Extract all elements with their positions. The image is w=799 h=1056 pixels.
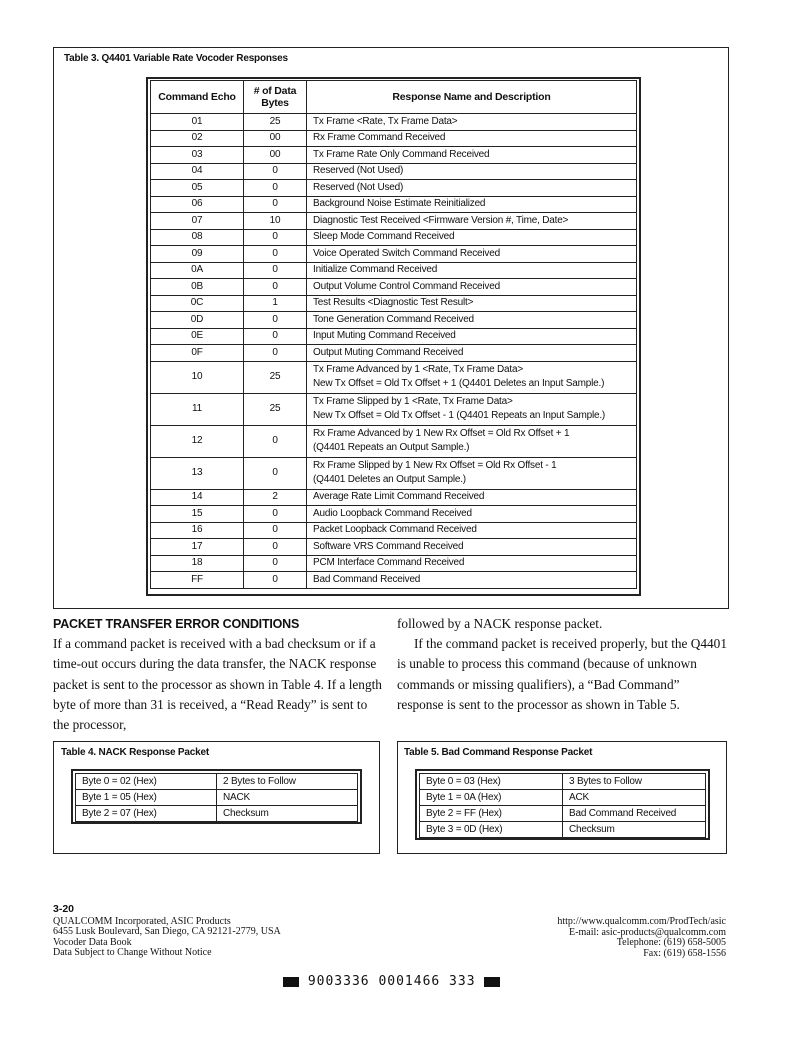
right-paragraph-2: If the command packet is received properly, but the Q4401 is unable to process this command (because of unknown commands or missing qualifiers), a “Bad Command” response is sent to the processor as shown in Table 5. xyxy=(397,636,727,712)
barcode-block-right xyxy=(484,977,500,987)
command-echo-cell: FF xyxy=(151,572,244,589)
table5 xyxy=(419,773,706,838)
data-bytes-cell: 25 xyxy=(244,361,307,393)
byte-value-cell: Byte 0 = 03 (Hex) xyxy=(420,774,563,790)
barcode-line xyxy=(283,974,500,989)
page-number: 3-20 xyxy=(53,903,75,915)
table-row xyxy=(76,790,358,806)
footer-left-line: 6455 Lusk Boulevard, San Diego, CA 92121-2779, USA xyxy=(53,926,281,937)
response-description-cell xyxy=(307,572,637,589)
table-row xyxy=(151,489,637,506)
description-line: Software VRS Command Received xyxy=(313,540,464,552)
table-row xyxy=(151,213,637,230)
response-description-cell xyxy=(307,147,637,164)
table-row xyxy=(420,774,706,790)
table-row xyxy=(151,345,637,362)
command-echo-cell: 16 xyxy=(151,522,244,539)
data-bytes-cell: 0 xyxy=(244,279,307,296)
response-description-cell xyxy=(307,361,637,393)
table3 xyxy=(150,80,637,589)
data-bytes-cell: 0 xyxy=(244,328,307,345)
data-bytes-cell: 0 xyxy=(244,506,307,523)
table-row xyxy=(151,539,637,556)
data-bytes-cell: 25 xyxy=(244,114,307,131)
table-row xyxy=(420,790,706,806)
description-line: Tx Frame Advanced by 1 <Rate, Tx Frame Data> xyxy=(313,364,523,375)
command-echo-cell: 07 xyxy=(151,213,244,230)
command-echo-cell: 06 xyxy=(151,196,244,213)
table-row xyxy=(151,229,637,246)
byte-meaning-cell: 3 Bytes to Follow xyxy=(563,774,706,790)
description-line: New Tx Offset = Old Tx Offset + 1 (Q4401 Deletes an Input Sample.) xyxy=(313,378,605,389)
byte-meaning-cell: NACK xyxy=(217,790,358,806)
header-command-echo: Command Echo xyxy=(151,81,244,114)
byte-meaning-cell: 2 Bytes to Follow xyxy=(217,774,358,790)
description-line: Diagnostic Test Received <Firmware Version #, Time, Date> xyxy=(313,214,569,226)
data-bytes-cell: 0 xyxy=(244,457,307,489)
header-data-bytes: # of Data Bytes xyxy=(244,81,307,114)
footer-url[interactable]: http://www.qualcomm.com/ProdTech/asic xyxy=(557,916,726,927)
table-row xyxy=(420,806,706,822)
description-line: Rx Frame Advanced by 1 New Rx Offset = Old Rx Offset + 1 xyxy=(313,428,570,439)
barcode-block-left xyxy=(283,977,299,987)
response-description-cell xyxy=(307,328,637,345)
data-bytes-cell: 0 xyxy=(244,522,307,539)
table5-caption: Table 5. Bad Command Response Packet xyxy=(404,747,593,758)
data-bytes-cell: 0 xyxy=(244,312,307,329)
description-line: (Q4401 Deletes an Output Sample.) xyxy=(313,474,466,485)
response-description-cell xyxy=(307,555,637,572)
table-row xyxy=(151,262,637,279)
description-line: Tx Frame Rate Only Command Received xyxy=(313,148,490,160)
command-echo-cell: 15 xyxy=(151,506,244,523)
table-row xyxy=(151,506,637,523)
description-line: Reserved (Not Used) xyxy=(313,165,404,177)
table-row xyxy=(151,196,637,213)
data-bytes-cell: 0 xyxy=(244,196,307,213)
command-echo-cell: 05 xyxy=(151,180,244,197)
footer-email[interactable]: E-mail: asic-products@qualcomm.com xyxy=(569,926,726,938)
description-line: Test Results <Diagnostic Test Result> xyxy=(313,297,474,309)
command-echo-cell: 18 xyxy=(151,555,244,572)
response-description-cell xyxy=(307,393,637,425)
table-row xyxy=(151,147,637,164)
byte-value-cell: Byte 3 = 0D (Hex) xyxy=(420,822,563,838)
byte-meaning-cell: Checksum xyxy=(217,806,358,822)
table3-caption: Table 3. Q4401 Variable Rate Vocoder Responses xyxy=(64,53,288,64)
command-echo-cell: 0F xyxy=(151,345,244,362)
table-row xyxy=(76,774,358,790)
footer-left-line: Data Subject to Change Without Notice xyxy=(53,947,212,958)
description-line: Packet Loopback Command Received xyxy=(313,524,477,536)
footer-telephone: Telephone: (619) 658-5005 xyxy=(616,937,726,948)
description-line: Audio Loopback Command Received xyxy=(313,507,472,519)
byte-value-cell: Byte 1 = 05 (Hex) xyxy=(76,790,217,806)
command-echo-cell: 17 xyxy=(151,539,244,556)
description-line: Average Rate Limit Command Received xyxy=(313,491,485,503)
response-description-cell xyxy=(307,457,637,489)
response-description-cell xyxy=(307,114,637,131)
response-description-cell xyxy=(307,213,637,230)
response-description-cell xyxy=(307,246,637,263)
response-description-cell xyxy=(307,163,637,180)
footer-right xyxy=(557,917,726,959)
description-line: Rx Frame Slipped by 1 New Rx Offset = Old Rx Offset - 1 xyxy=(313,460,557,471)
command-echo-cell: 10 xyxy=(151,361,244,393)
description-line: Output Muting Command Received xyxy=(313,346,464,358)
byte-value-cell: Byte 0 = 02 (Hex) xyxy=(76,774,217,790)
data-bytes-cell: 25 xyxy=(244,393,307,425)
response-description-cell xyxy=(307,196,637,213)
header-response-name: Response Name and Description xyxy=(307,81,637,114)
description-line: Sleep Mode Command Received xyxy=(313,231,455,243)
command-echo-cell: 13 xyxy=(151,457,244,489)
response-description-cell xyxy=(307,489,637,506)
command-echo-cell: 08 xyxy=(151,229,244,246)
byte-meaning-cell: Checksum xyxy=(563,822,706,838)
section-heading: PACKET TRANSFER ERROR CONDITIONS xyxy=(53,617,300,631)
table-row xyxy=(420,822,706,838)
description-line: Reserved (Not Used) xyxy=(313,181,404,193)
description-line: Input Muting Command Received xyxy=(313,330,456,342)
byte-value-cell: Byte 2 = 07 (Hex) xyxy=(76,806,217,822)
command-echo-cell: 09 xyxy=(151,246,244,263)
left-column xyxy=(53,614,385,735)
table-row xyxy=(151,114,637,131)
response-description-cell xyxy=(307,229,637,246)
response-description-cell xyxy=(307,279,637,296)
command-echo-cell: 14 xyxy=(151,489,244,506)
description-line: (Q4401 Repeats an Output Sample.) xyxy=(313,442,470,453)
table-row xyxy=(76,806,358,822)
table-row xyxy=(151,180,637,197)
table-row xyxy=(151,555,637,572)
data-bytes-cell: 2 xyxy=(244,489,307,506)
command-echo-cell: 12 xyxy=(151,425,244,457)
table-row xyxy=(151,572,637,589)
response-description-cell xyxy=(307,180,637,197)
byte-value-cell: Byte 2 = FF (Hex) xyxy=(420,806,563,822)
data-bytes-cell: 0 xyxy=(244,425,307,457)
response-description-cell xyxy=(307,312,637,329)
command-echo-cell: 04 xyxy=(151,163,244,180)
response-description-cell xyxy=(307,130,637,147)
right-column xyxy=(397,614,729,715)
description-line: Bad Command Received xyxy=(313,573,421,585)
data-bytes-cell: 1 xyxy=(244,295,307,312)
footer-left xyxy=(53,904,281,959)
data-bytes-cell: 0 xyxy=(244,555,307,572)
response-description-cell xyxy=(307,345,637,362)
data-bytes-cell: 00 xyxy=(244,147,307,164)
response-description-cell xyxy=(307,506,637,523)
footer-fax: Fax: (619) 658-1556 xyxy=(643,947,726,959)
description-line: Voice Operated Switch Command Received xyxy=(313,247,500,259)
data-bytes-cell: 0 xyxy=(244,345,307,362)
description-line: Background Noise Estimate Reinitialized xyxy=(313,198,486,210)
command-echo-cell: 11 xyxy=(151,393,244,425)
table-row xyxy=(151,279,637,296)
response-description-cell xyxy=(307,522,637,539)
command-echo-cell: 0A xyxy=(151,262,244,279)
description-line: Tx Frame Slipped by 1 <Rate, Tx Frame Data> xyxy=(313,396,513,407)
command-echo-cell: 03 xyxy=(151,147,244,164)
table4 xyxy=(75,773,358,822)
command-echo-cell: 02 xyxy=(151,130,244,147)
description-line: Tx Frame <Rate, Tx Frame Data> xyxy=(313,115,458,127)
command-echo-cell: 0C xyxy=(151,295,244,312)
command-echo-cell: 0D xyxy=(151,312,244,329)
table-row xyxy=(151,312,637,329)
data-bytes-cell: 0 xyxy=(244,229,307,246)
response-description-cell xyxy=(307,262,637,279)
command-echo-cell: 0B xyxy=(151,279,244,296)
data-bytes-cell: 0 xyxy=(244,180,307,197)
data-bytes-cell: 0 xyxy=(244,572,307,589)
data-bytes-cell: 00 xyxy=(244,130,307,147)
data-bytes-cell: 0 xyxy=(244,262,307,279)
response-description-cell xyxy=(307,539,637,556)
table-row xyxy=(151,295,637,312)
table4-caption: Table 4. NACK Response Packet xyxy=(61,747,209,758)
table-row xyxy=(151,361,637,393)
footer-left-line: Vocoder Data Book xyxy=(53,936,132,948)
table-row xyxy=(151,163,637,180)
response-description-cell xyxy=(307,425,637,457)
description-line: Tone Generation Command Received xyxy=(313,313,474,325)
table-row xyxy=(151,246,637,263)
table-row xyxy=(151,328,637,345)
data-bytes-cell: 0 xyxy=(244,539,307,556)
table-row xyxy=(151,425,637,457)
data-bytes-cell: 0 xyxy=(244,246,307,263)
table-row xyxy=(151,522,637,539)
left-paragraph: If a command packet is received with a bad checksum or if a time-out occurs during the data transfer, the NACK response packet is sent to the processor as shown in Table 4. If a length byte of more than 31 is received, a “Read Ready” is sent to the processor, xyxy=(53,636,382,733)
footer-left-line: QUALCOMM Incorporated, ASIC Products xyxy=(53,915,231,927)
description-line: Initialize Command Received xyxy=(313,264,438,276)
table3-body xyxy=(151,114,637,589)
table-row xyxy=(151,393,637,425)
data-bytes-cell: 10 xyxy=(244,213,307,230)
description-line: Rx Frame Command Received xyxy=(313,132,446,144)
byte-meaning-cell: Bad Command Received xyxy=(563,806,706,822)
command-echo-cell: 01 xyxy=(151,114,244,131)
byte-meaning-cell: ACK xyxy=(563,790,706,806)
table-row xyxy=(151,130,637,147)
data-bytes-cell: 0 xyxy=(244,163,307,180)
description-line: PCM Interface Command Received xyxy=(313,557,465,569)
description-line: Output Volume Control Command Received xyxy=(313,280,500,292)
table-row xyxy=(151,457,637,489)
description-line: New Tx Offset = Old Tx Offset - 1 (Q4401 Repeats an Input Sample.) xyxy=(313,410,606,421)
barcode-text: 9003336 0001466 333 xyxy=(307,974,476,989)
response-description-cell xyxy=(307,295,637,312)
byte-value-cell: Byte 1 = 0A (Hex) xyxy=(420,790,563,806)
command-echo-cell: 0E xyxy=(151,328,244,345)
right-paragraph-1: followed by a NACK response packet. xyxy=(397,616,603,631)
